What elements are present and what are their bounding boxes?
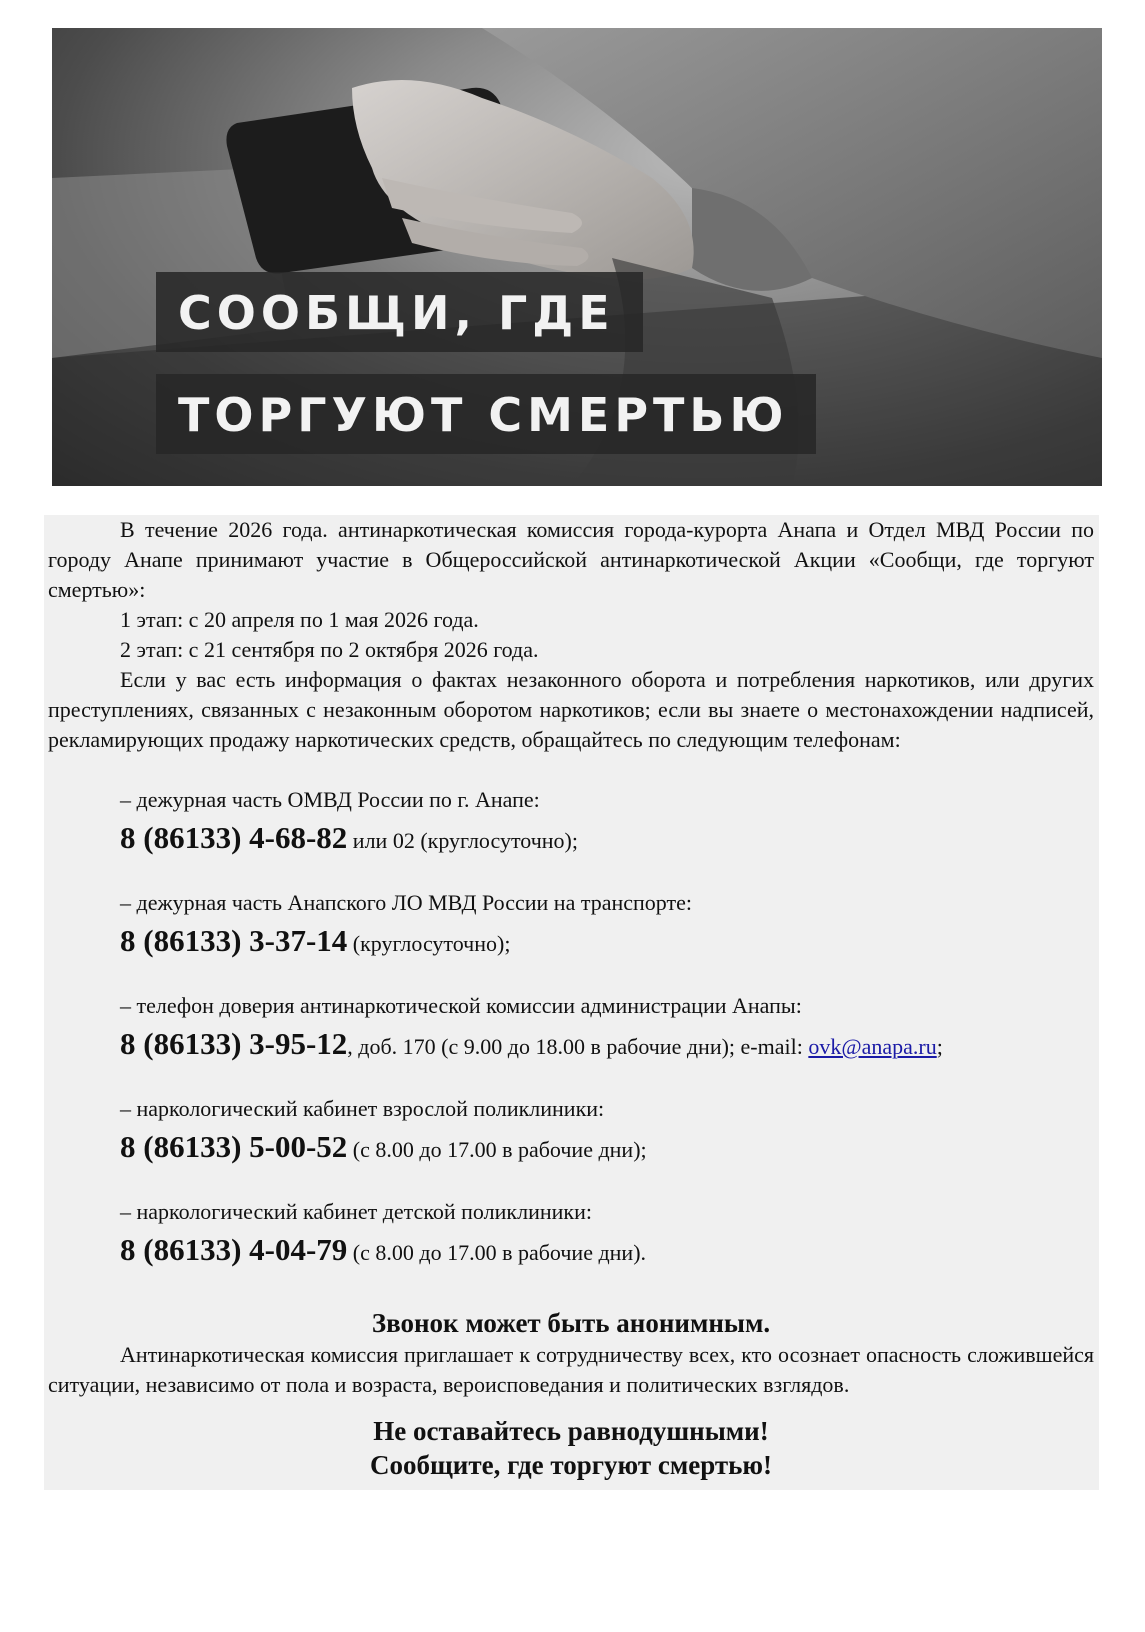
phone-number[interactable]: 8 (86133) 3-37-14 bbox=[120, 923, 348, 958]
contact-hotline bbox=[48, 991, 1094, 1070]
banner-caption-line1: СООБЩИ, ГДЕ bbox=[156, 272, 643, 352]
cooperation-paragraph: Антинаркотическая комиссия приглашает к сотрудничеству всех, кто осознает опасность сложившейся ситуации, независимо от пола и возраста, вероисповедания и политических взглядов. bbox=[48, 1342, 1094, 1397]
contact-adult-clinic bbox=[48, 1094, 1094, 1173]
phone-number[interactable]: 8 (86133) 3-95-12 bbox=[120, 1026, 348, 1061]
contact-note: (круглосуточно); bbox=[347, 931, 511, 956]
email-link[interactable]: ovk@anapa.ru bbox=[808, 1034, 937, 1059]
hero-banner bbox=[52, 28, 1102, 486]
closing-line-1: Не оставайтесь равнодушными! bbox=[373, 1416, 769, 1446]
contact-label: – дежурная часть ОМВД России по г. Анапе: bbox=[120, 787, 540, 812]
contact-note: , доб. 170 (с 9.00 до 18.00 в рабочие дни); e-mail: bbox=[347, 1034, 809, 1059]
anonymous-note: Звонок может быть анонимным. bbox=[371, 1308, 771, 1338]
contact-note-end: ; bbox=[936, 1034, 943, 1059]
contact-child-clinic bbox=[48, 1197, 1094, 1276]
content-panel bbox=[44, 515, 1099, 1490]
contact-label: – телефон доверия антинаркотической комиссии администрации Анапы: bbox=[120, 993, 802, 1018]
contact-transport-police bbox=[48, 888, 1094, 967]
phone-number[interactable]: 8 (86133) 4-04-79 bbox=[120, 1232, 348, 1267]
intro-paragraph: В течение 2026 года. антинаркотическая комиссия города-курорта Анапа и Отдел МВД России по городу Анапе принимают участие в Общероссийской антинаркотической Акции «Сообщи, где торгуют смертью»: bbox=[48, 517, 1094, 602]
contact-label: – дежурная часть Анапского ЛО МВД России на транспорте: bbox=[120, 890, 692, 915]
phone-number[interactable]: 8 (86133) 4-68-82 bbox=[120, 820, 348, 855]
banner-caption-line2: ТОРГУЮТ СМЕРТЬЮ bbox=[156, 374, 816, 454]
contact-note: (с 8.00 до 17.00 в рабочие дни). bbox=[347, 1240, 647, 1265]
contact-police-duty bbox=[48, 785, 1094, 864]
contact-note: (с 8.00 до 17.00 в рабочие дни); bbox=[347, 1137, 647, 1162]
contact-label: – наркологический кабинет детской поликлиники: bbox=[120, 1199, 592, 1224]
stage-2: 2 этап: с 21 сентября по 2 октября 2026 года. bbox=[120, 637, 539, 662]
contact-label: – наркологический кабинет взрослой поликлиники: bbox=[120, 1096, 605, 1121]
phone-number[interactable]: 8 (86133) 5-00-52 bbox=[120, 1129, 348, 1164]
contact-note: или 02 (круглосуточно); bbox=[347, 828, 578, 853]
closing-line-2: Сообщите, где торгуют смертью! bbox=[369, 1450, 773, 1480]
stage-1: 1 этап: с 20 апреля по 1 мая 2026 года. bbox=[120, 607, 479, 632]
info-paragraph: Если у вас есть информация о фактах незаконного оборота и потребления наркотиков, или других преступлениях, связанных с незаконным оборотом наркотиков; если вы знаете о местонахождении надписей, рекламирующих продажу наркотических средств, обращайтесь по следующим телефонам: bbox=[48, 667, 1094, 752]
